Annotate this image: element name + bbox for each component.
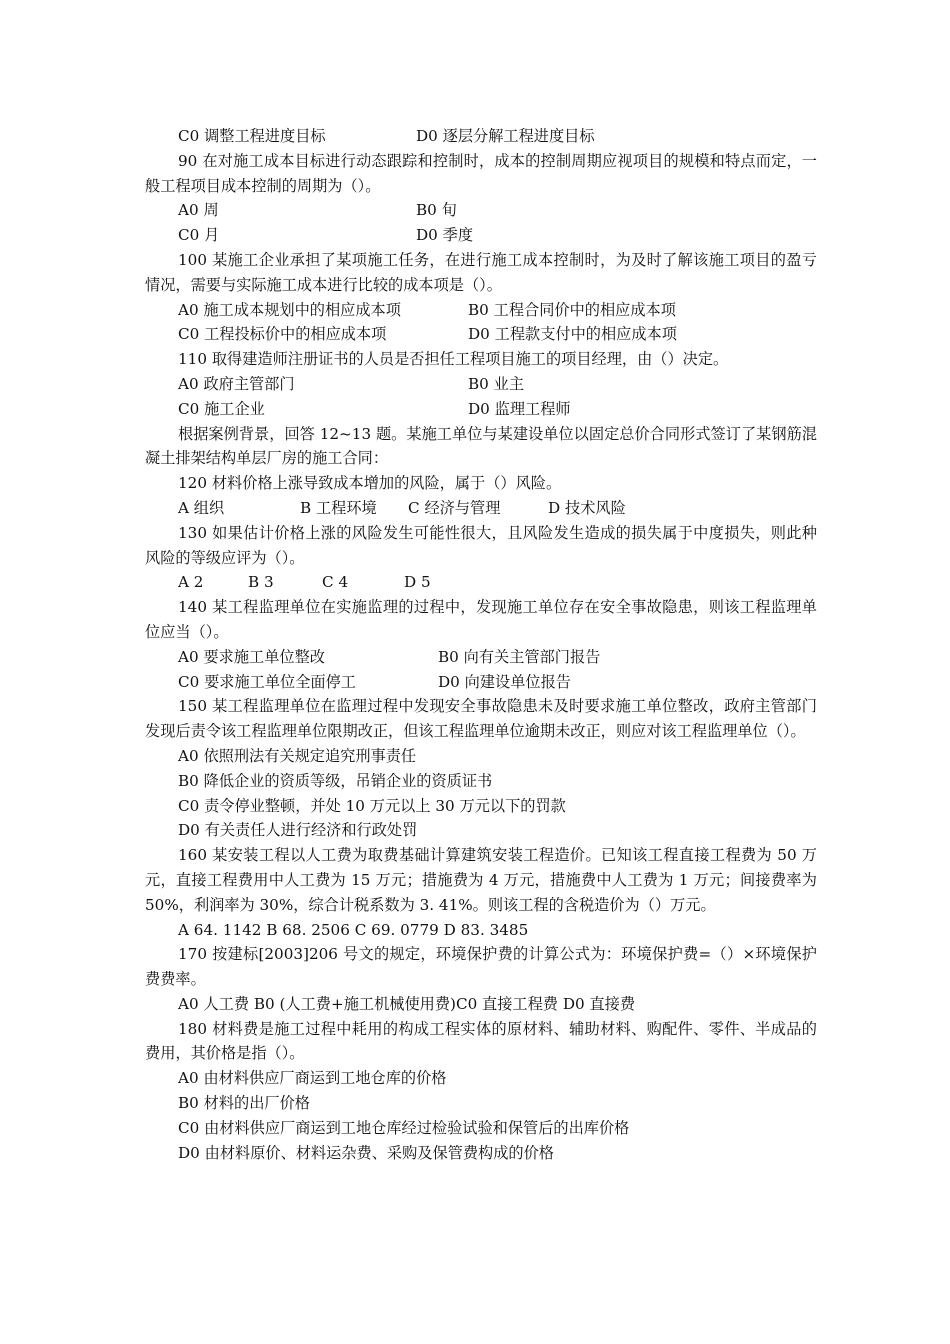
q11-options-row1	[145, 372, 817, 397]
q12-options	[145, 496, 817, 521]
option-b: B0 业主	[468, 374, 525, 393]
option-c: C0 责令停业整顿，并处 10 万元以上 30 万元以下的罚款	[178, 796, 566, 815]
q10-options-row1	[145, 298, 817, 323]
option-a: A 组织	[178, 498, 225, 517]
option-b: B0 向有关主管部门报告	[438, 647, 601, 666]
option-d: D 5	[404, 573, 431, 592]
option-a: A0 由材料供应厂商运到工地仓库的价格	[178, 1069, 447, 1088]
option-b: B0 旬	[416, 201, 457, 220]
option-d: D0 有关责任人进行经济和行政处罚	[178, 821, 418, 840]
q18-stem: 180 材料费是施工过程中耗用的构成工程实体的原材料、辅助材料、购配件、零件、半成品的费用，其价格是指（）。	[145, 1019, 817, 1063]
option-d: D0 监理工程师	[468, 399, 571, 418]
option-b: B 3	[248, 573, 274, 592]
q12-stem: 120 材料价格上涨导致成本增加的风险，属于（）风险。	[178, 474, 562, 493]
option-d: D0 逐层分解工程进度目标	[416, 127, 595, 145]
q17-options: A0 人工费 B0 (人工费+施工机械使用费)C0 直接工程费 D0 直接费	[178, 994, 636, 1013]
option-b: B0 降低企业的资质等级，吊销企业的资质证书	[178, 771, 493, 790]
option-a: A0 施工成本规划中的相应成本项	[178, 300, 401, 319]
q15-stem: 150 某工程监理单位在监理过程中发现安全事故隐患未及时要求施工单位整改，政府主管部门发现后责令该工程监理单位限期改正，但该工程监理单位逾期未改正，则应对该工程监理单位（）。	[145, 697, 817, 741]
option-b: B0 工程合同价中的相应成本项	[468, 300, 676, 319]
option-c: C0 要求施工单位全面停工	[178, 672, 356, 691]
q8-options	[145, 124, 817, 149]
q14-options-row2	[145, 670, 817, 695]
q14-stem: 140 某工程监理单位在实施监理的过程中，发现施工单位存在安全事故隐患，则该工程监理单位应当（）。	[145, 598, 817, 641]
option-d: D0 由材料原价、材料运杂费、采购及保管费构成的价格	[178, 1143, 554, 1162]
q9-options-row2	[145, 223, 817, 248]
option-a: A0 周	[178, 201, 219, 220]
q13-stem: 130 如果估计价格上涨的风险发生可能性很大，且风险发生造成的损失属于中度损失，则此种风险的等级应评为（）。	[145, 523, 817, 567]
q10-options-row2	[145, 322, 817, 347]
q16-stem: 160 某安装工程以人工费为取费基础计算建筑安装工程造价。已知该工程直接工程费为 50 万元，直接工程费用中人工费为 15 万元；措施费为 4 万元，措施费中人工费为 1 万元；间接费率为 50%，利润率为 30%，综合计税系数为 3. 41%。则该工程的含税造价为（）万元。	[145, 846, 817, 914]
option-a: A0 依照刑法有关规定追究刑事责任	[178, 746, 417, 765]
option-b: B 工程环境	[300, 498, 377, 517]
document-body	[145, 124, 817, 1165]
option-d: D0 季度	[416, 226, 474, 245]
q11-options-row2	[145, 397, 817, 422]
q13-options	[145, 570, 817, 595]
option-c: C0 由材料供应厂商运到工地仓库经过检验试验和保管后的出库价格	[178, 1118, 630, 1137]
q9-options-row1	[145, 198, 817, 223]
case-intro: 根据案例背景，回答 12~13 题。某施工单位与某建设单位以固定总价合同形式签订了某钢筋混凝土排架结构单层厂房的施工合同：	[145, 424, 817, 468]
option-c: C0 工程投标价中的相应成本项	[178, 325, 387, 344]
q9-stem: 90 在对施工成本目标进行动态跟踪和控制时，成本的控制周期应视项目的规模和特点而定，一般工程项目成本控制的周期为（）。	[145, 151, 817, 195]
option-d: D0 工程款支付中的相应成本项	[468, 325, 677, 344]
option-a: A 2	[178, 573, 204, 592]
option-c: C0 调整工程进度目标	[178, 127, 326, 145]
q10-stem: 100 某施工企业承担了某项施工任务，在进行施工成本控制时，为及时了解该施工项目的盈亏情况，需要与实际施工成本进行比较的成本项是（）。	[145, 250, 817, 294]
option-c: C 4	[322, 573, 349, 592]
option-c: C0 施工企业	[178, 399, 265, 418]
option-a: A0 政府主管部门	[178, 374, 295, 393]
option-c: C 经济与管理	[408, 498, 501, 517]
option-d: D0 向建设单位报告	[438, 672, 571, 691]
option-a: A0 要求施工单位整改	[178, 647, 325, 666]
q16-options: A 64. 1142 B 68. 2506 C 69. 0779 D 83. 3485	[178, 920, 529, 939]
q11-stem: 110 取得建造师注册证书的人员是否担任工程项目施工的项目经理，由（）决定。	[178, 350, 729, 369]
q14-options-row1	[145, 645, 817, 670]
option-c: C0 月	[178, 226, 220, 245]
q17-stem: 170 按建标[2003]206 号文的规定，环境保护费的计算公式为：环境保护费=（）×环境保护费费率。	[145, 945, 817, 989]
option-d: D 技术风险	[548, 498, 626, 517]
option-b: B0 材料的出厂价格	[178, 1094, 310, 1113]
